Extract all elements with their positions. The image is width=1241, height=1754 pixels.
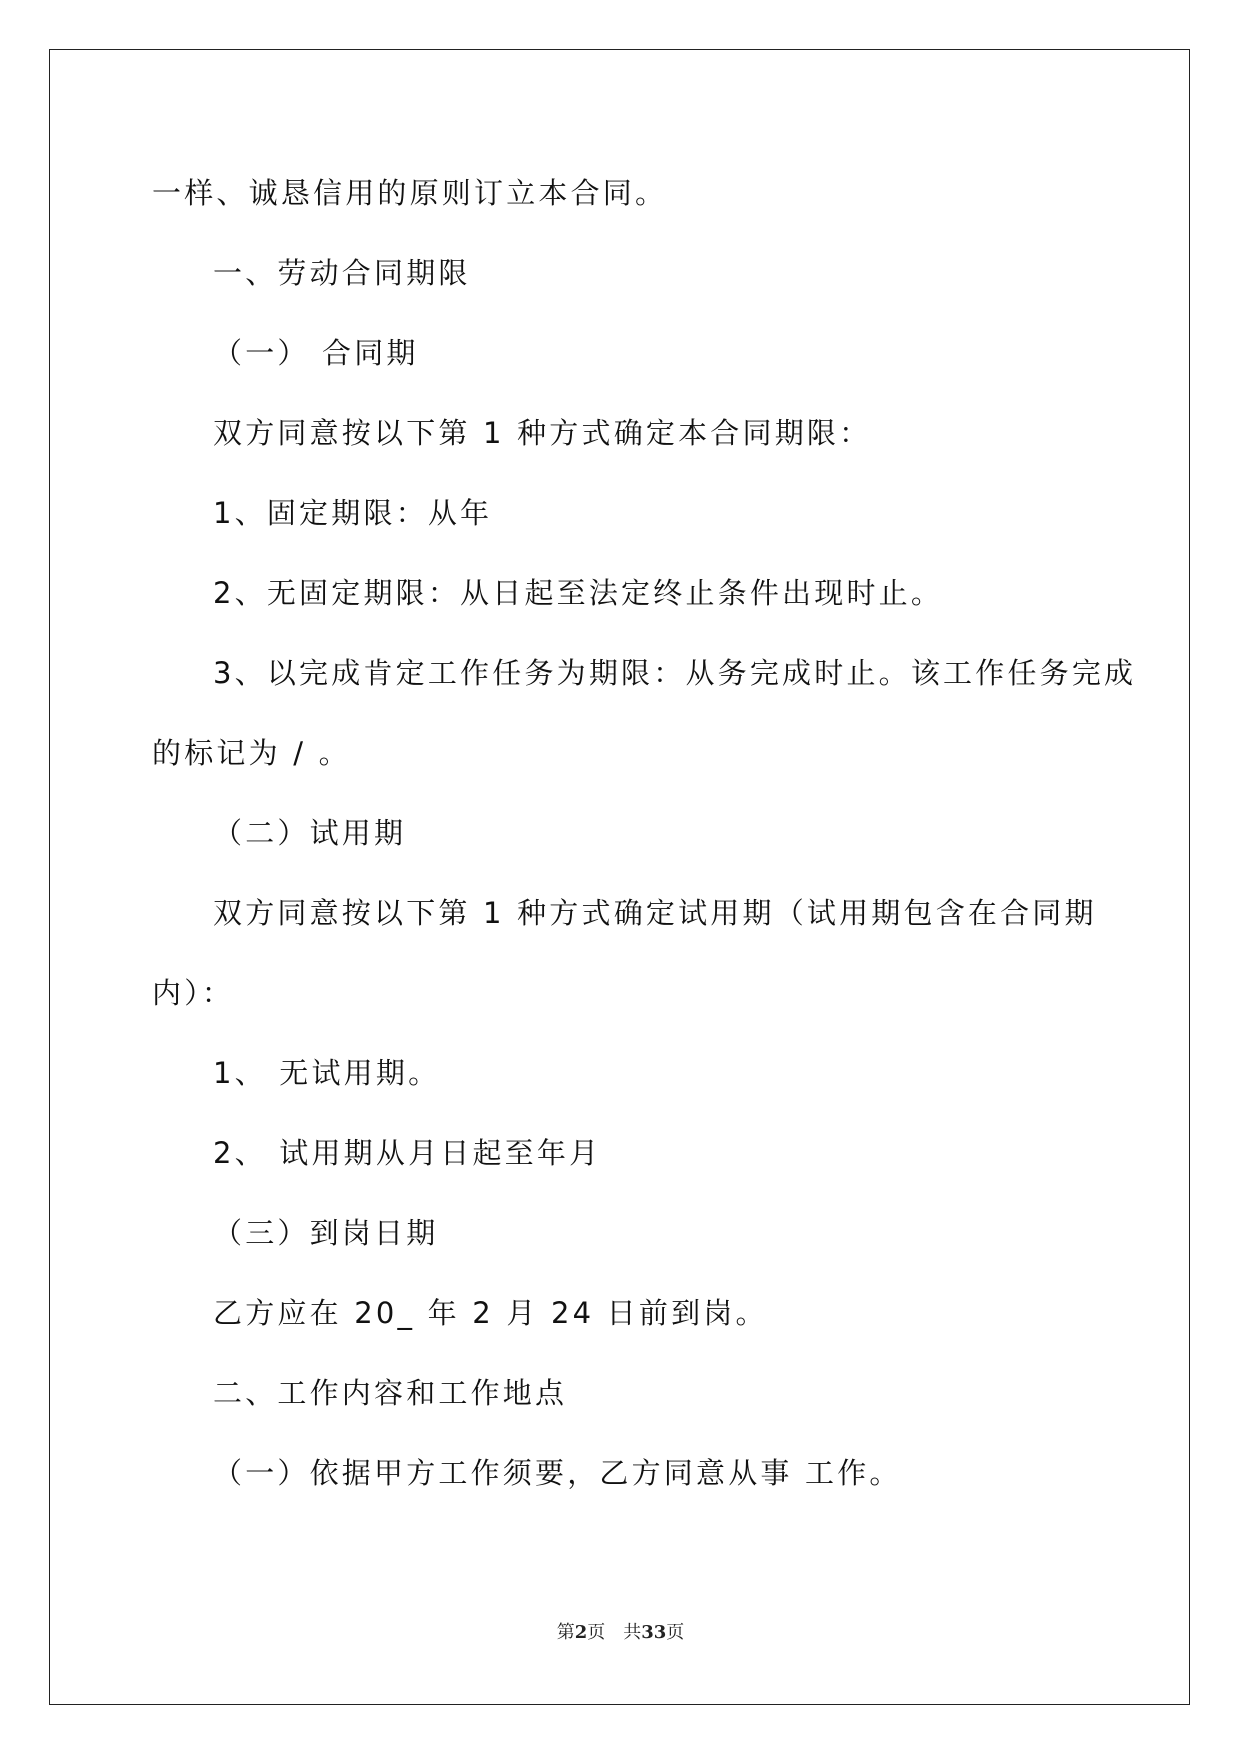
list-item: 1、固定期限：从年 [213,496,493,530]
section-heading: 一、劳动合同期限 [213,256,471,290]
page-footer [0,1622,1241,1644]
list-item: 2、 试用期从月日起至年月 [213,1136,602,1170]
text-line: 一样、诚恳信用的原则订立本合同。 [152,176,668,210]
text-line: 双方同意按以下第 1 种方式确定试用期（试用期包含在合同期 [213,896,1097,930]
subsection-heading: （一）依据甲方工作须要，乙方同意从事 工作。 [213,1456,902,1490]
page-total-prefix: 共 [623,1622,642,1643]
subsection-heading: （二）试用期 [213,816,407,850]
page-total: 33 [641,1622,667,1643]
subsection-heading: （一） 合同期 [213,336,419,370]
section-heading: 二、工作内容和工作地点 [213,1376,568,1410]
page-number-suffix: 页 [587,1622,606,1643]
list-item: 1、 无试用期。 [213,1056,441,1090]
page-number-current: 2 [574,1622,588,1643]
list-item: 3、以完成肯定工作任务为期限：从务完成时止。该工作任务完成 [213,656,1137,690]
page-total-suffix: 页 [666,1622,685,1643]
text-line: 的标记为 / 。 [152,736,351,770]
text-line: 双方同意按以下第 1 种方式确定本合同期限： [213,416,872,450]
list-item: 2、无固定期限：从日起至法定终止条件出现时止。 [213,576,944,610]
subsection-heading: （三）到岗日期 [213,1216,439,1250]
text-line: 乙方应在 20_ 年 2 月 24 日前到岗。 [213,1296,768,1330]
page-number-prefix: 第 [556,1622,575,1643]
text-line: 内）： [152,976,235,1010]
